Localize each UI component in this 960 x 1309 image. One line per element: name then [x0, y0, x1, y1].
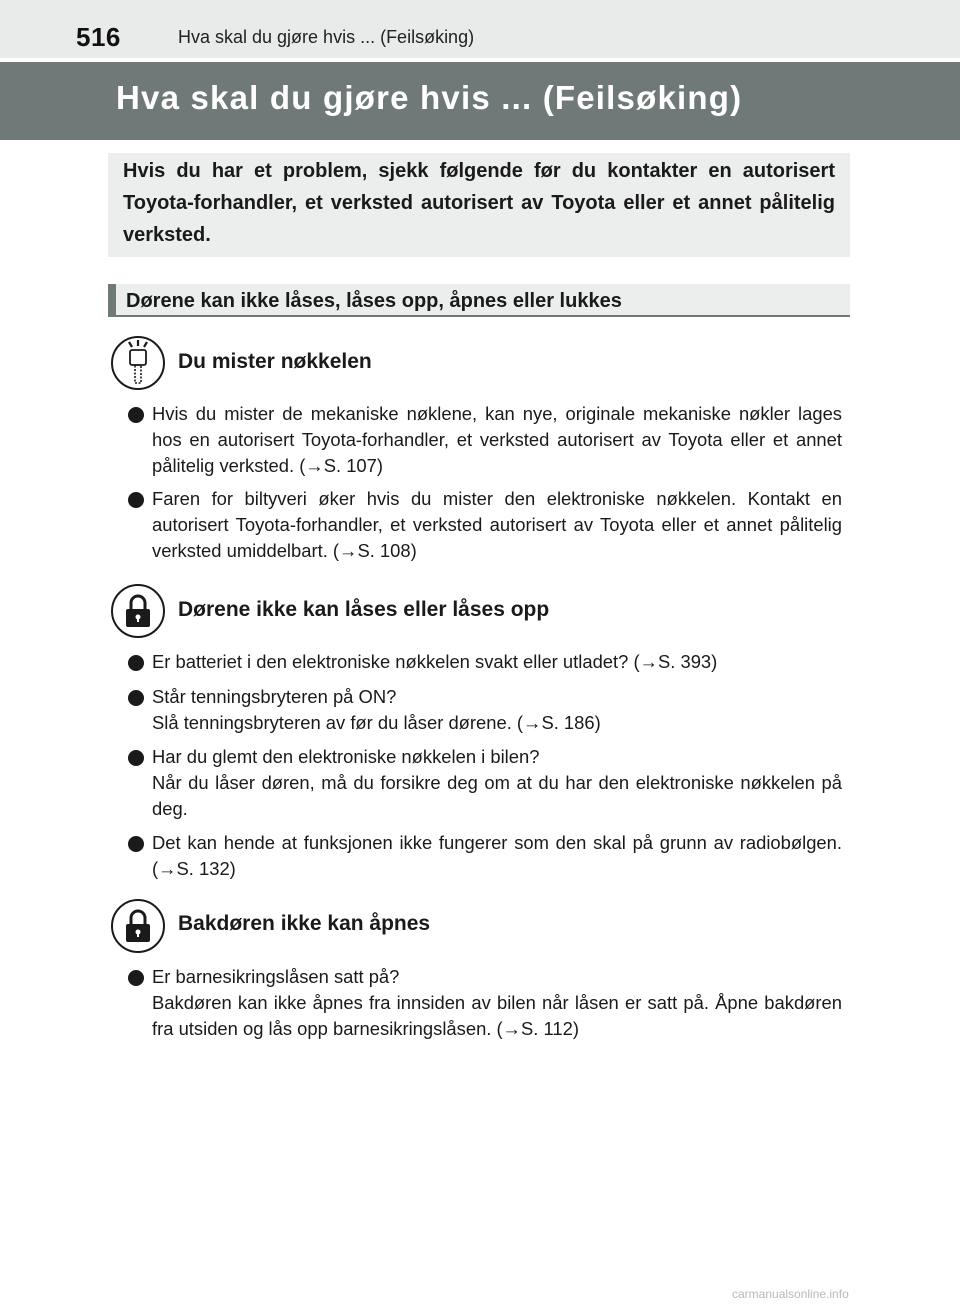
list-item-text: Står tenningsbryteren på ON?	[152, 686, 397, 707]
bullet	[128, 492, 144, 508]
list-item-text: Når du låser døren, må du forsikre deg om at du har den elektroniske nøkkelen på deg.	[152, 772, 842, 819]
list-item	[152, 684, 842, 736]
intro-text: Hvis du har et problem, sjekk følgende før du kontakter en autorisert Toyota-forhandler, et verksted autorisert av Toyota eller et annet pålitelig verksted.	[123, 160, 835, 246]
bullet	[128, 836, 144, 852]
page-number: 516	[76, 22, 121, 52]
header-bar	[0, 0, 960, 58]
list-item-text: Hvis du mister de mekaniske nøklene, kan nye, originale mekaniske nøkler lages hos en autorisert Toyota-forhandler, et verksted autorisert av Toyota eller et annet pålitelig verksted. (→S. 107)	[152, 403, 842, 476]
key-icon	[111, 336, 165, 390]
page-title: Hva skal du gjøre hvis ... (Feilsøking)	[116, 79, 743, 116]
list-item	[152, 486, 842, 564]
bullet	[128, 750, 144, 766]
list-item-text: Er barnesikringslåsen satt på?	[152, 966, 400, 987]
padlock-icon	[111, 899, 165, 953]
subsection-title-lost-key: Du mister nøkkelen	[178, 350, 372, 373]
subsection-title-back-door: Bakdøren ikke kan åpnes	[178, 912, 431, 935]
watermark: carmanualsonline.info	[732, 1287, 849, 1301]
bullet	[128, 407, 144, 423]
bullet	[128, 655, 144, 671]
list-item	[152, 744, 842, 822]
list-item	[152, 830, 842, 882]
running-head: Hva skal du gjøre hvis ... (Feilsøking)	[178, 27, 475, 47]
list-item-text: Slå tenningsbryteren av før du låser dørene. (→S. 186)	[152, 712, 601, 733]
subsection-title-doors-lock: Dørene ikke kan låses eller låses opp	[178, 598, 550, 621]
padlock-icon	[111, 584, 165, 638]
list-item	[152, 649, 842, 675]
list-item-text: Bakdøren kan ikke åpnes fra innsiden av bilen når låsen er satt på. Åpne bakdøren fra utsiden og lås opp barnesikringslåsen. (→S. 112)	[152, 992, 842, 1039]
list-item-text: Er batteriet i den elektroniske nøkkelen svakt eller utladet? (→S. 393)	[152, 651, 718, 672]
bullet	[128, 690, 144, 706]
list-item-text: Det kan hende at funksjonen ikke fungerer som den skal på grunn av radiobølgen. (→S. 132)	[152, 832, 842, 879]
section-title: Dørene kan ikke låses, låses opp, åpnes eller lukkes	[126, 290, 622, 312]
list-item	[152, 964, 842, 1042]
list-item-text: Har du glemt den elektroniske nøkkelen i bilen?	[152, 746, 540, 767]
list-item-text: Faren for biltyveri øker hvis du mister den elektroniske nøkkelen. Kontakt en autorisert Toyota-forhandler, et verksted autorisert av Toyota eller et annet pålitelig verksted umiddelbart. (→S. 108)	[152, 488, 842, 561]
bullet	[128, 970, 144, 986]
list-item	[152, 401, 842, 479]
